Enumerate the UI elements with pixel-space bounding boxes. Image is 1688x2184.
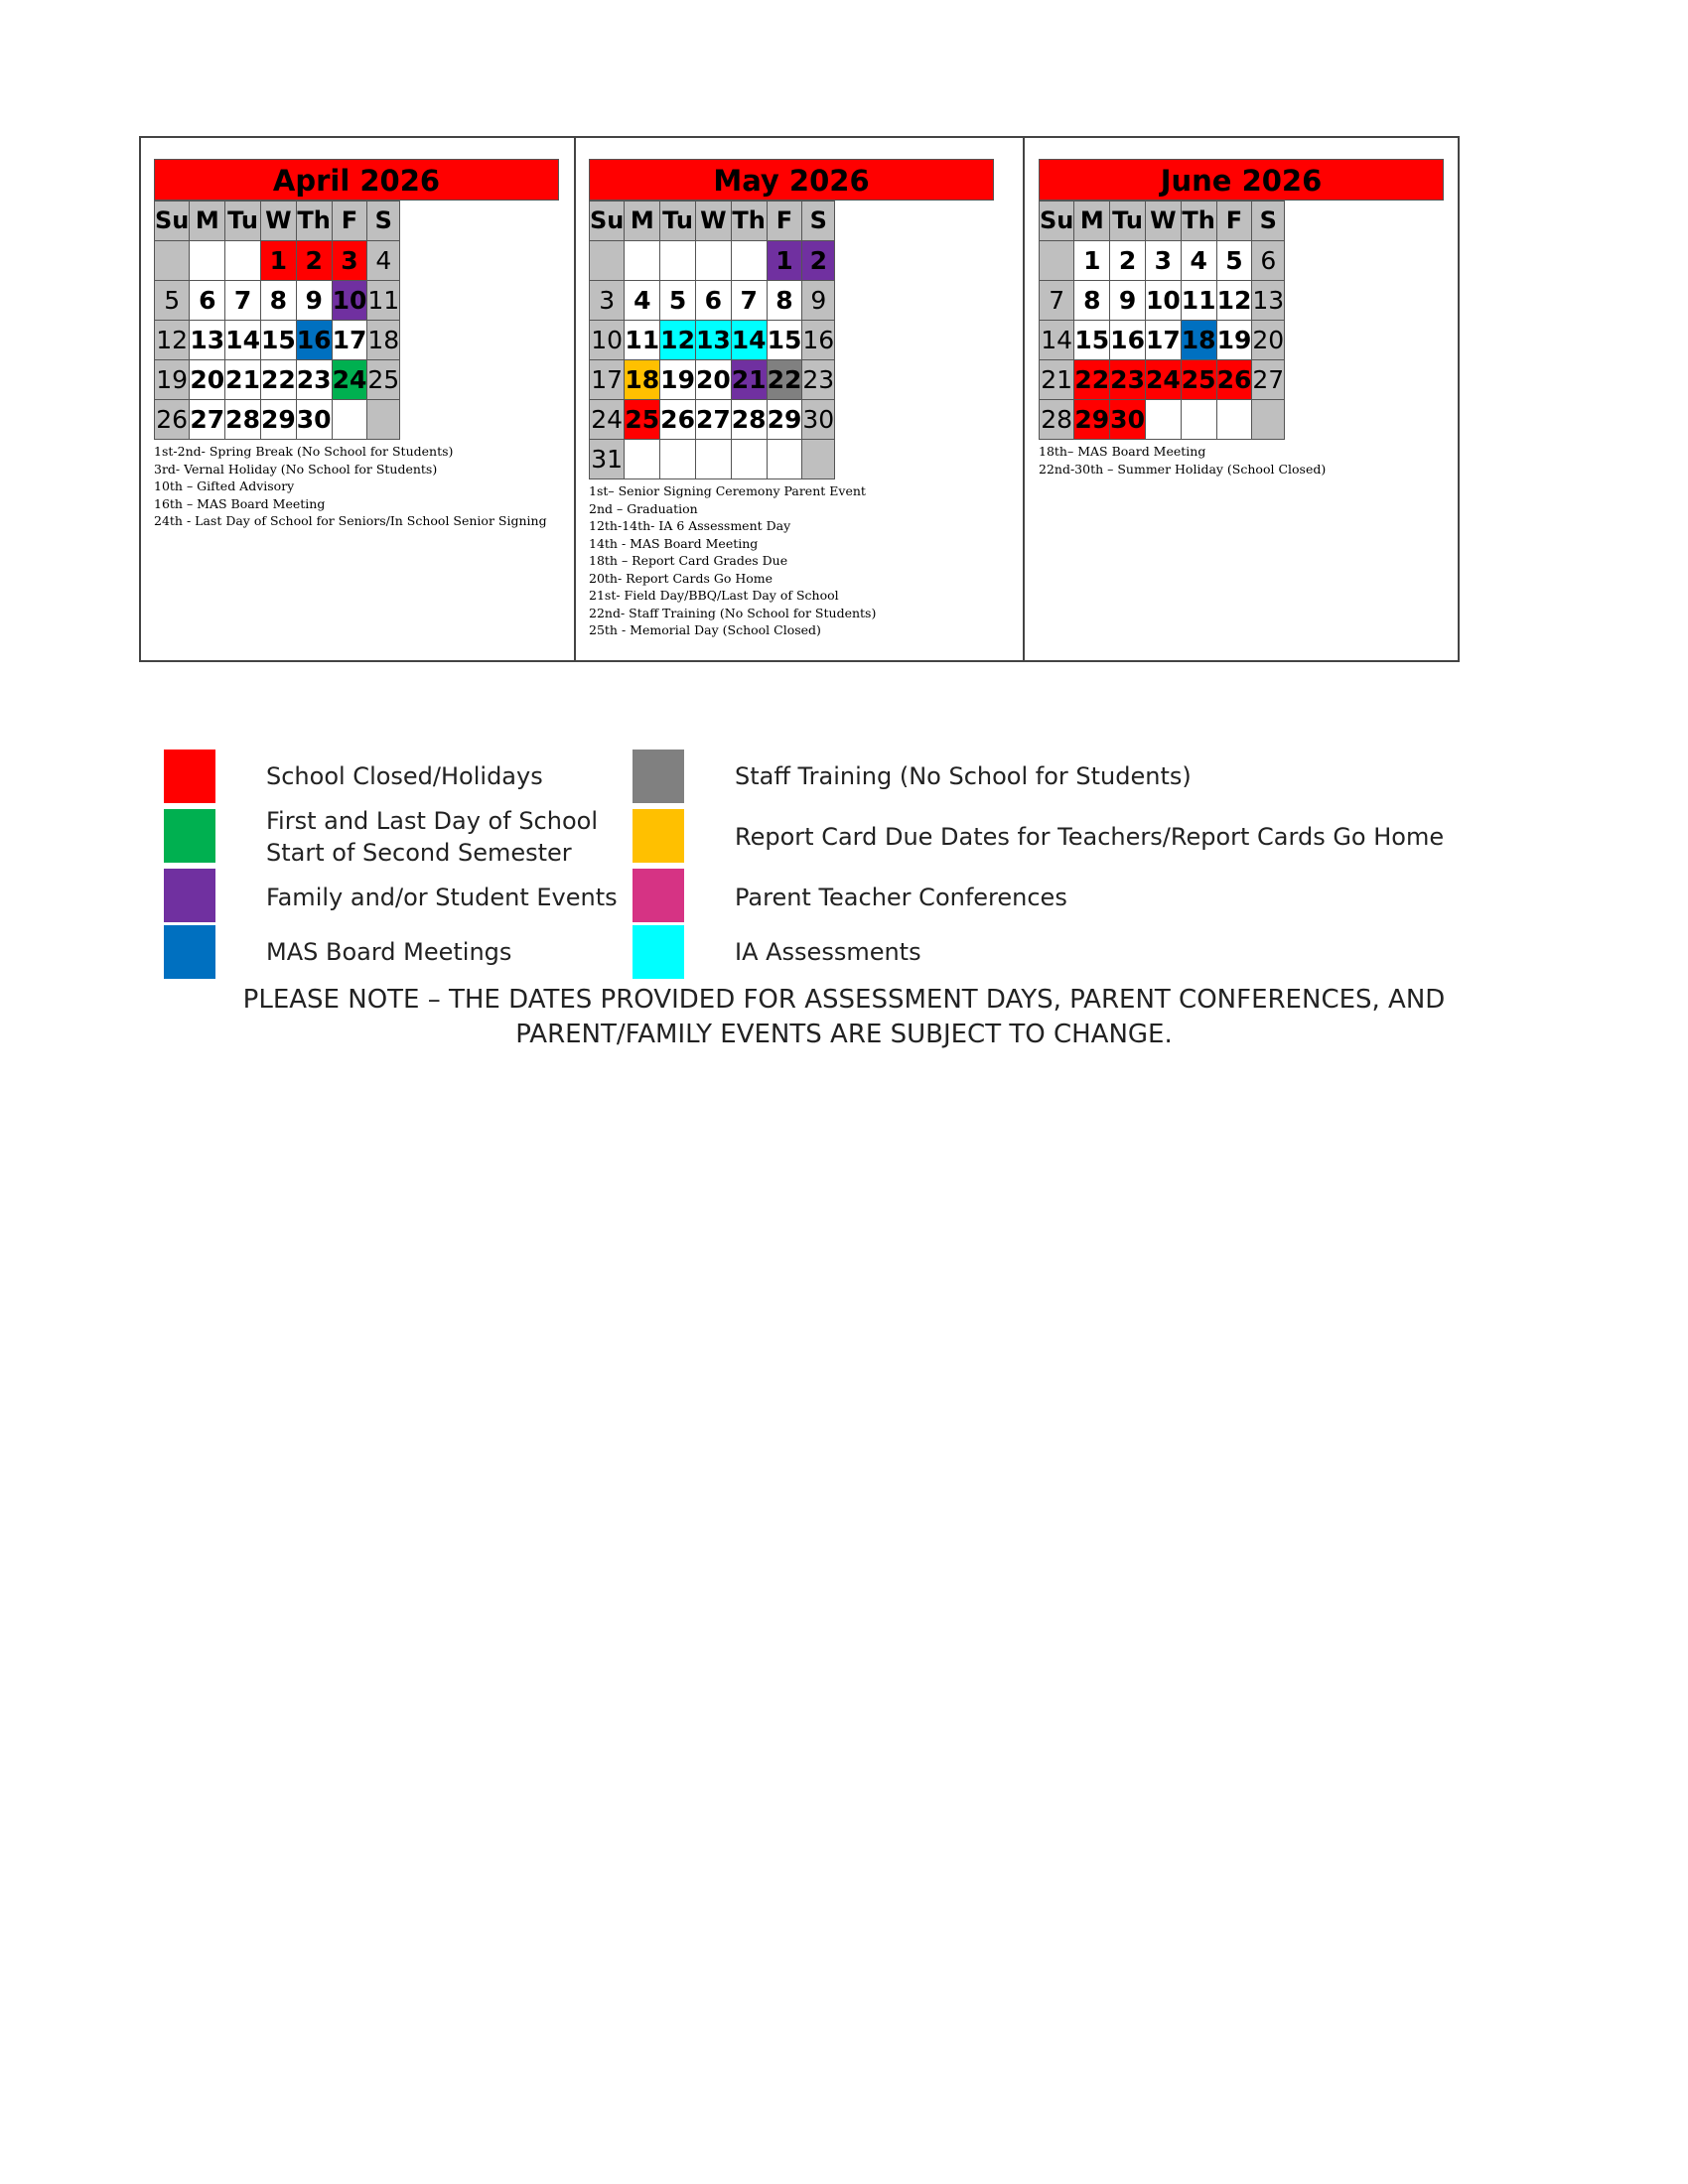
day-cell: 24 — [590, 400, 625, 440]
day-cell: 25 — [367, 360, 400, 400]
day-cell: 20 — [1252, 321, 1285, 360]
day-cell: 19 — [1216, 321, 1252, 360]
day-cell: 11 — [367, 281, 400, 321]
day-cell: 8 — [1074, 281, 1110, 321]
note-line: 24th - Last Day of School for Seniors/In School Senior Signing — [154, 513, 547, 528]
week-row — [155, 241, 400, 281]
day-cell: 18 — [367, 321, 400, 360]
month-notes — [589, 482, 876, 639]
day-cell: 15 — [1074, 321, 1110, 360]
legend-label: School Closed/Holidays — [266, 762, 543, 790]
day-cell: 18 — [1181, 321, 1216, 360]
empty-cell — [767, 440, 802, 479]
day-cell: 17 — [332, 321, 367, 360]
weekday-header: Tu — [1110, 202, 1146, 241]
day-cell: 11 — [1181, 281, 1216, 321]
weekday-header: Tu — [660, 202, 696, 241]
note-line: 2nd – Graduation — [589, 500, 698, 516]
day-cell: 10 — [590, 321, 625, 360]
day-cell: 6 — [1252, 241, 1285, 281]
weekday-header: W — [1145, 202, 1181, 241]
day-cell: 18 — [625, 360, 660, 400]
note-line: 1st– Senior Signing Ceremony Parent Event — [589, 483, 866, 498]
day-cell: 10 — [1145, 281, 1181, 321]
day-cell: 9 — [1110, 281, 1146, 321]
week-row — [1040, 321, 1285, 360]
weekday-header: Su — [590, 202, 625, 241]
note-line: 22nd-30th – Summer Holiday (School Closed) — [1039, 461, 1327, 477]
day-cell: 22 — [767, 360, 802, 400]
note-line: 20th- Report Cards Go Home — [589, 570, 774, 586]
day-cell: 26 — [660, 400, 696, 440]
legend-swatch-cyan — [633, 925, 684, 979]
weekday-header: F — [767, 202, 802, 241]
month-title: June 2026 — [1039, 159, 1444, 201]
day-cell: 5 — [1216, 241, 1252, 281]
day-cell: 19 — [155, 360, 190, 400]
month-grid — [589, 201, 835, 479]
day-cell: 15 — [767, 321, 802, 360]
week-row — [1040, 241, 1285, 281]
legend-label: MAS Board Meetings — [266, 938, 512, 966]
day-cell: 24 — [332, 360, 367, 400]
day-cell: 14 — [1040, 321, 1074, 360]
note-line: 3rd- Vernal Holiday (No School for Students) — [154, 461, 438, 477]
empty-cell — [1181, 400, 1216, 440]
day-cell: 16 — [1110, 321, 1146, 360]
weekday-header: S — [367, 202, 400, 241]
day-cell: 12 — [660, 321, 696, 360]
day-cell: 3 — [590, 281, 625, 321]
note-line: 10th – Gifted Advisory — [154, 478, 295, 493]
note-line: 21st- Field Day/BBQ/Last Day of School — [589, 588, 839, 603]
day-cell: 13 — [695, 321, 731, 360]
day-cell: 31 — [590, 440, 625, 479]
day-cell: 1 — [767, 241, 802, 281]
legend-label: First and Last Day of School — [266, 807, 598, 835]
day-cell: 14 — [225, 321, 261, 360]
empty-cell — [332, 400, 367, 440]
weekday-header: S — [1252, 202, 1285, 241]
day-cell: 23 — [1110, 360, 1146, 400]
day-cell: 6 — [695, 281, 731, 321]
day-cell: 11 — [625, 321, 660, 360]
day-cell: 20 — [190, 360, 225, 400]
column-divider — [574, 138, 576, 660]
empty-cell — [155, 241, 190, 281]
week-row — [590, 281, 835, 321]
legend-label: Family and/or Student Events — [266, 884, 618, 911]
day-cell: 17 — [1145, 321, 1181, 360]
weekday-header: W — [260, 202, 296, 241]
empty-cell — [367, 400, 400, 440]
week-row — [1040, 400, 1285, 440]
empty-cell — [1216, 400, 1252, 440]
day-cell: 8 — [260, 281, 296, 321]
day-cell: 14 — [731, 321, 767, 360]
day-cell: 28 — [225, 400, 261, 440]
empty-cell — [695, 241, 731, 281]
day-cell: 22 — [260, 360, 296, 400]
day-cell: 29 — [767, 400, 802, 440]
weekday-header: M — [190, 202, 225, 241]
legend-label: Report Card Due Dates for Teachers/Report Cards Go Home — [735, 823, 1445, 851]
day-cell: 12 — [155, 321, 190, 360]
month-grid — [1039, 201, 1285, 440]
day-cell: 4 — [367, 241, 400, 281]
day-cell: 3 — [1145, 241, 1181, 281]
weekday-header: M — [1074, 202, 1110, 241]
note-line: 25th - Memorial Day (School Closed) — [589, 622, 821, 637]
day-cell: 2 — [802, 241, 835, 281]
legend-label: Staff Training (No School for Students) — [735, 762, 1192, 790]
day-cell: 5 — [660, 281, 696, 321]
weekday-header: Tu — [225, 202, 261, 241]
week-row — [590, 241, 835, 281]
day-cell: 2 — [1110, 241, 1146, 281]
weekday-header: Th — [296, 202, 332, 241]
day-cell: 19 — [660, 360, 696, 400]
legend-swatch-purple — [164, 869, 215, 922]
empty-cell — [190, 241, 225, 281]
note-line: 12th-14th- IA 6 Assessment Day — [589, 518, 791, 533]
empty-cell — [590, 241, 625, 281]
day-cell: 1 — [260, 241, 296, 281]
legend-label: IA Assessments — [735, 938, 921, 966]
day-cell: 4 — [625, 281, 660, 321]
week-row — [1040, 360, 1285, 400]
day-cell: 6 — [190, 281, 225, 321]
day-cell: 9 — [296, 281, 332, 321]
empty-cell — [660, 241, 696, 281]
day-cell: 4 — [1181, 241, 1216, 281]
day-cell: 21 — [731, 360, 767, 400]
note-line: 18th – Report Card Grades Due — [589, 553, 788, 568]
day-cell: 7 — [1040, 281, 1074, 321]
month-title: April 2026 — [154, 159, 559, 201]
day-cell: 7 — [731, 281, 767, 321]
empty-cell — [1145, 400, 1181, 440]
empty-cell — [225, 241, 261, 281]
day-cell: 30 — [296, 400, 332, 440]
day-cell: 28 — [1040, 400, 1074, 440]
week-row — [1040, 281, 1285, 321]
empty-cell — [802, 440, 835, 479]
day-cell: 21 — [225, 360, 261, 400]
empty-cell — [695, 440, 731, 479]
day-cell: 30 — [802, 400, 835, 440]
empty-cell — [625, 241, 660, 281]
empty-cell — [660, 440, 696, 479]
month-notes — [1039, 443, 1326, 478]
day-cell: 28 — [731, 400, 767, 440]
day-cell: 5 — [155, 281, 190, 321]
day-cell: 29 — [260, 400, 296, 440]
note-line: 1st-2nd- Spring Break (No School for Students) — [154, 444, 454, 459]
weekday-header: Th — [1181, 202, 1216, 241]
legend-swatch-gray — [633, 750, 684, 803]
weekday-header: Th — [731, 202, 767, 241]
week-row — [590, 321, 835, 360]
day-cell: 30 — [1110, 400, 1146, 440]
month-title: May 2026 — [589, 159, 994, 201]
column-divider — [1023, 138, 1025, 660]
weekday-header-row — [590, 202, 835, 241]
day-cell: 17 — [590, 360, 625, 400]
day-cell: 7 — [225, 281, 261, 321]
day-cell: 26 — [155, 400, 190, 440]
week-row — [590, 440, 835, 479]
legend-swatch-orange — [633, 809, 684, 863]
empty-cell — [1252, 400, 1285, 440]
day-cell: 13 — [190, 321, 225, 360]
legend-label: Start of Second Semester — [266, 839, 572, 867]
weekday-header: M — [625, 202, 660, 241]
legend-swatch-green — [164, 809, 215, 863]
week-row — [155, 321, 400, 360]
empty-cell — [731, 241, 767, 281]
day-cell: 29 — [1074, 400, 1110, 440]
day-cell: 1 — [1074, 241, 1110, 281]
day-cell: 24 — [1145, 360, 1181, 400]
day-cell: 26 — [1216, 360, 1252, 400]
legend-swatch-blue — [164, 925, 215, 979]
weekday-header: W — [695, 202, 731, 241]
empty-cell — [731, 440, 767, 479]
day-cell: 12 — [1216, 281, 1252, 321]
day-cell: 10 — [332, 281, 367, 321]
month-grid — [154, 201, 400, 440]
day-cell: 27 — [190, 400, 225, 440]
day-cell: 2 — [296, 241, 332, 281]
note-line: 16th – MAS Board Meeting — [154, 495, 326, 511]
day-cell: 27 — [1252, 360, 1285, 400]
weekday-header: F — [332, 202, 367, 241]
day-cell: 27 — [695, 400, 731, 440]
week-row — [590, 400, 835, 440]
legend-swatch-pink — [633, 869, 684, 922]
note-line: 18th– MAS Board Meeting — [1039, 444, 1206, 459]
day-cell: 21 — [1040, 360, 1074, 400]
day-cell: 13 — [1252, 281, 1285, 321]
week-row — [590, 360, 835, 400]
note-line: 22nd- Staff Training (No School for Students) — [589, 605, 877, 620]
day-cell: 23 — [296, 360, 332, 400]
weekday-header: S — [802, 202, 835, 241]
legend-label: Parent Teacher Conferences — [735, 884, 1067, 911]
disclaimer-line-1: PLEASE NOTE – THE DATES PROVIDED FOR ASSESSMENT DAYS, PARENT CONFERENCES, AND — [242, 985, 1446, 1015]
day-cell: 8 — [767, 281, 802, 321]
day-cell: 22 — [1074, 360, 1110, 400]
day-cell: 9 — [802, 281, 835, 321]
weekday-header: Su — [1040, 202, 1074, 241]
weekday-header-row — [1040, 202, 1285, 241]
day-cell: 20 — [695, 360, 731, 400]
day-cell: 3 — [332, 241, 367, 281]
day-cell: 15 — [260, 321, 296, 360]
week-row — [155, 400, 400, 440]
day-cell: 16 — [802, 321, 835, 360]
week-row — [155, 281, 400, 321]
legend-swatch-red — [164, 750, 215, 803]
day-cell: 25 — [1181, 360, 1216, 400]
weekday-header: F — [1216, 202, 1252, 241]
disclaimer-line-2: PARENT/FAMILY EVENTS ARE SUBJECT TO CHANGE. — [515, 1020, 1173, 1049]
empty-cell — [1040, 241, 1074, 281]
day-cell: 16 — [296, 321, 332, 360]
note-line: 14th - MAS Board Meeting — [589, 535, 759, 551]
week-row — [155, 360, 400, 400]
day-cell: 23 — [802, 360, 835, 400]
month-notes — [154, 443, 547, 530]
empty-cell — [625, 440, 660, 479]
day-cell: 25 — [625, 400, 660, 440]
weekday-header: Su — [155, 202, 190, 241]
weekday-header-row — [155, 202, 400, 241]
